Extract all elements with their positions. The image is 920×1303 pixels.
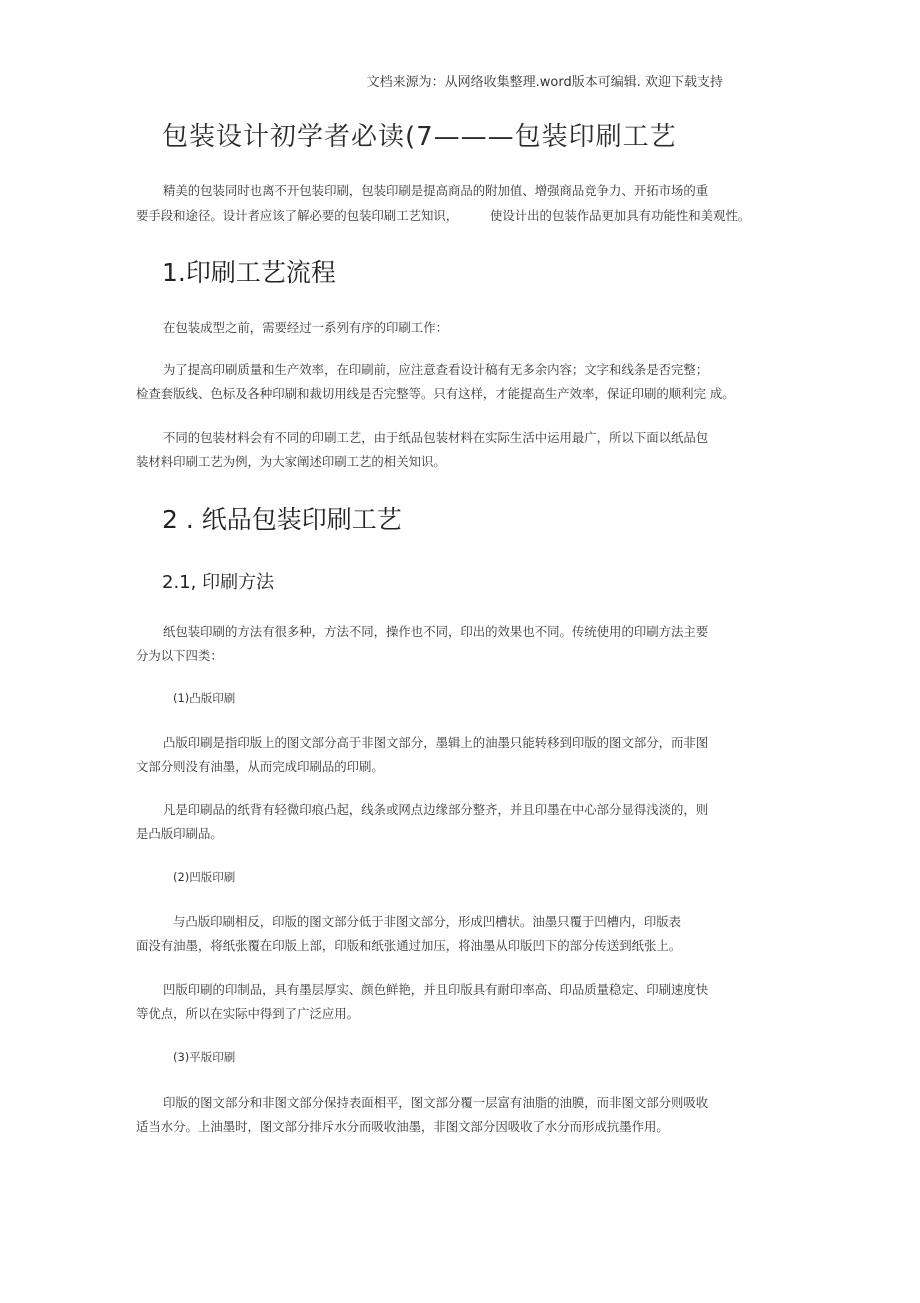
item-1-p2-line-2: 是凸版印刷品。 (136, 826, 223, 841)
item-1-p2-line-1: 凡是印刷品的纸背有轻微印痕凸起，线条或网点边缘部分整齐，并且印墨在中心部分显得浅淡的，则 (163, 802, 709, 817)
section-1-p3-line-2: 装材料印刷工艺为例，为大家阐述印刷工艺的相关知识。 (136, 454, 446, 469)
section-1-p3-line-1: 不同的包装材料会有不同的印刷工艺，由于纸品包装材料在实际生活中运用最广，所以下面以纸品包 (163, 430, 709, 445)
intro-line-2b: 使设计出的包装作品更加具有功能性和美观性。 (490, 208, 751, 223)
item-2-label: (2)凹版印刷 (173, 870, 236, 884)
section-2-p1-line-2: 分为以下四类： (136, 648, 223, 663)
item-2-p2-line-1: 凹版印刷的印制品，具有墨层厚实、颜色鲜艳，并且印版具有耐印率高、印品质量稳定、印刷速度快 (163, 982, 709, 997)
header-source-note: 文档来源为：从网络收集整理.word版本可编辑. 欢迎下载支持 (366, 75, 723, 90)
section-2-heading: 2 . 纸品包装印刷工艺 (162, 505, 402, 534)
item-1-label: (1)凸版印刷 (173, 691, 236, 705)
item-1-p1-line-2: 文部分则没有油墨，从而完成印刷品的印刷。 (136, 759, 384, 774)
item-3-p1-line-2: 适当水分。上油墨时，图文部分排斥水分而吸收油墨，非图文部分因吸收了水分而形成抗墨作用。 (136, 1119, 669, 1134)
item-2-p1-line-2: 面没有油墨，将纸张覆在印版上部，印版和纸张通过加压，将油墨从印版凹下的部分传送到纸张上。 (136, 938, 682, 953)
page-title: 包装设计初学者必读(7———包装印刷工艺 (162, 122, 677, 152)
item-3-label: (3)平版印刷 (173, 1050, 236, 1064)
section-2-p1-line-1: 纸包装印刷的方法有很多种，方法不同，操作也不同，印出的效果也不同。传统使用的印刷方法主要 (163, 624, 709, 639)
section-1-p2-line-1: 为了提高印刷质量和生产效率，在印刷前，应注意查看设计稿有无多余内容；文字和线条是否完整； (163, 362, 709, 377)
item-1-p1-line-1: 凸版印刷是指印版上的图文部分高于非图文部分，墨辑上的油墨只能转移到印版的图文部分，而非图 (163, 735, 709, 750)
intro-line-1: 精美的包装同时也离不开包装印刷，包装印刷是提高商品的附加值、增强商品竞争力、开拓市场的重 (163, 183, 709, 198)
section-1-p1: 在包装成型之前，需要经过一系列有序的印刷工作： (163, 320, 448, 335)
item-3-p1-line-1: 印版的图文部分和非图文部分保持表面相平，图文部分覆一层富有油脂的油膜，而非图文部分则吸收 (163, 1095, 709, 1110)
section-1-p2-line-2: 检查套版线、色标及各种印刷和裁切用线是否完整等。只有这样，才能提高生产效率，保证印刷的顺利完 成。 (136, 386, 735, 401)
section-2-1-heading: 2.1, 印刷方法 (162, 572, 275, 593)
item-2-p1-line-1: 与凸版印刷相反，印版的图文部分低于非图文部分，形成凹槽状。油墨只覆于凹槽内，印版表 (173, 914, 682, 929)
section-1-heading: 1.印刷工艺流程 (162, 258, 336, 287)
intro-line-2a: 要手段和途径。设计者应该了解必要的包装印刷工艺知识， (136, 208, 459, 223)
item-2-p2-line-2: 等优点，所以在实际中得到了广泛应用。 (136, 1006, 360, 1021)
